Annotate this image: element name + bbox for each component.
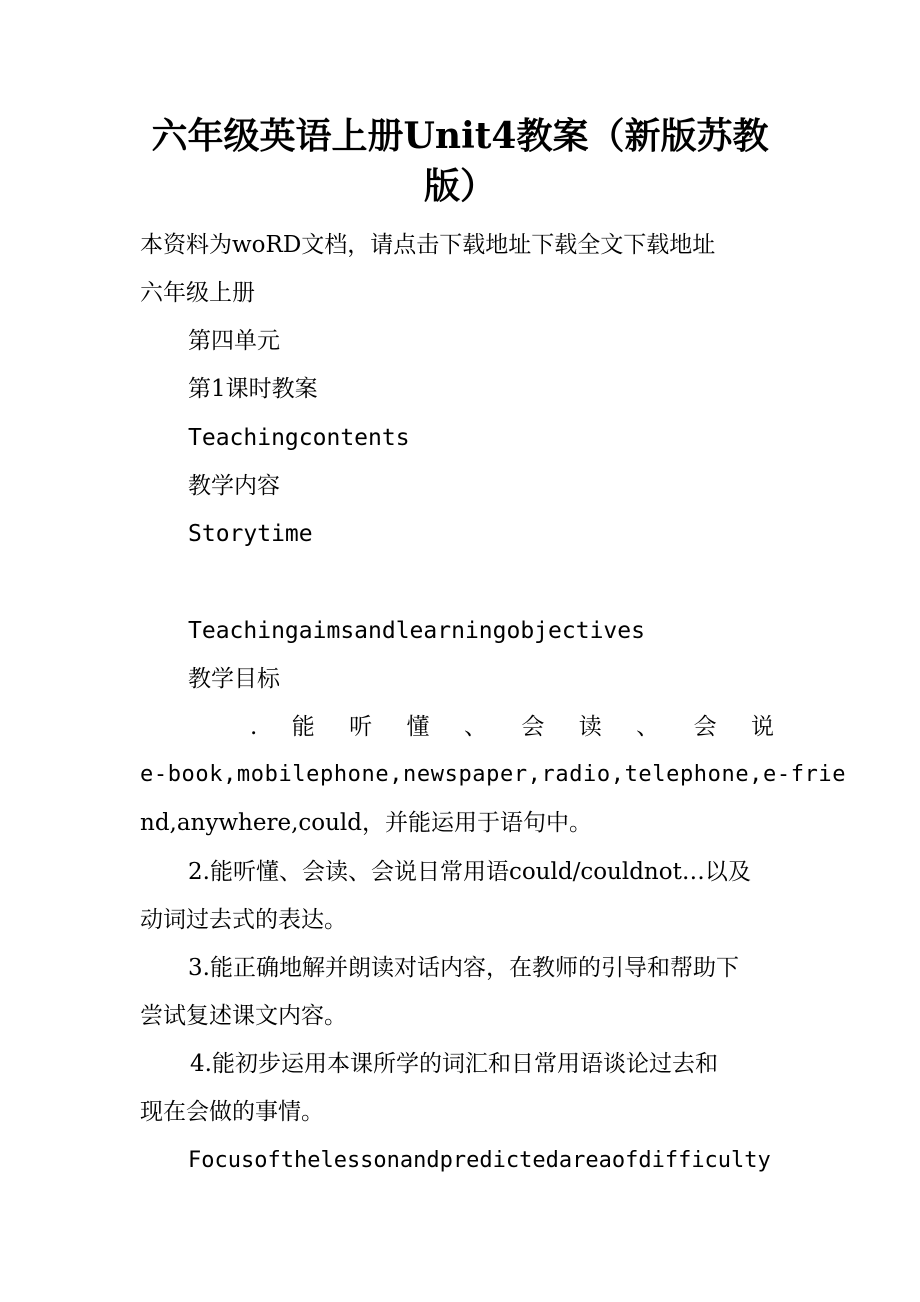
objective-3-line-2: 尝试复述课文内容。: [140, 1003, 347, 1029]
storytime-text: Storytime: [188, 521, 313, 547]
lesson-heading: 第1课时教案: [188, 376, 318, 402]
objective-1-char: 读: [578, 714, 602, 740]
objective-4-line-2: 现在会做的事情。: [140, 1099, 324, 1125]
objective-1-line-3: nd,anywhere,could，并能运用于语句中。: [140, 810, 593, 836]
objective-1-char: 能: [291, 714, 315, 740]
teaching-contents-zh: 教学内容: [188, 473, 280, 499]
intro-line-2: 六年级上册: [140, 280, 255, 306]
teaching-contents-en: Teachingcontents: [188, 425, 410, 451]
unit-heading: 第四单元: [188, 328, 280, 354]
teaching-aims-zh: 教学目标: [188, 666, 280, 692]
teaching-aims-en: Teachingaimsandlearningobjectives: [188, 618, 645, 644]
objective-1-char: 听: [349, 714, 373, 740]
objective-4-line-1: 4.能初步运用本课所学的词汇和日常用语谈论过去和: [190, 1051, 718, 1077]
objective-3-line-1: 3.能正确地解并朗读对话内容，在教师的引导和帮助下: [188, 955, 739, 981]
objective-1-char: 、: [463, 714, 487, 740]
objective-1-char: 、: [636, 714, 660, 740]
focus-of-lesson-en: Focusofthelessonandpredictedareaofdifficulty: [188, 1148, 771, 1173]
intro-line-1: 本资料为woRD文档，请点击下载地址下载全文下载地址: [140, 232, 716, 258]
objective-1-line-1: [140, 712, 774, 742]
objective-2-line-2: 动词过去式的表达。: [140, 907, 347, 933]
document-title-line-1: 六年级英语上册Unit4教案（新版苏教: [151, 115, 769, 157]
objective-1-line-2: e-book,mobilephone,newspaper,radio,telephone,e-frie: [140, 762, 847, 787]
document-title-line-2: 版）: [423, 165, 496, 207]
objective-1-char: 说: [750, 714, 774, 740]
objective-1-char: 会: [693, 714, 717, 740]
objective-1-char: 懂: [406, 714, 430, 740]
objective-2-line-1: 2.能听懂、会读、会说日常用语could/couldnot…以及: [188, 859, 751, 885]
objective-1-char: .: [250, 714, 258, 740]
objective-1-char: 会: [521, 714, 545, 740]
